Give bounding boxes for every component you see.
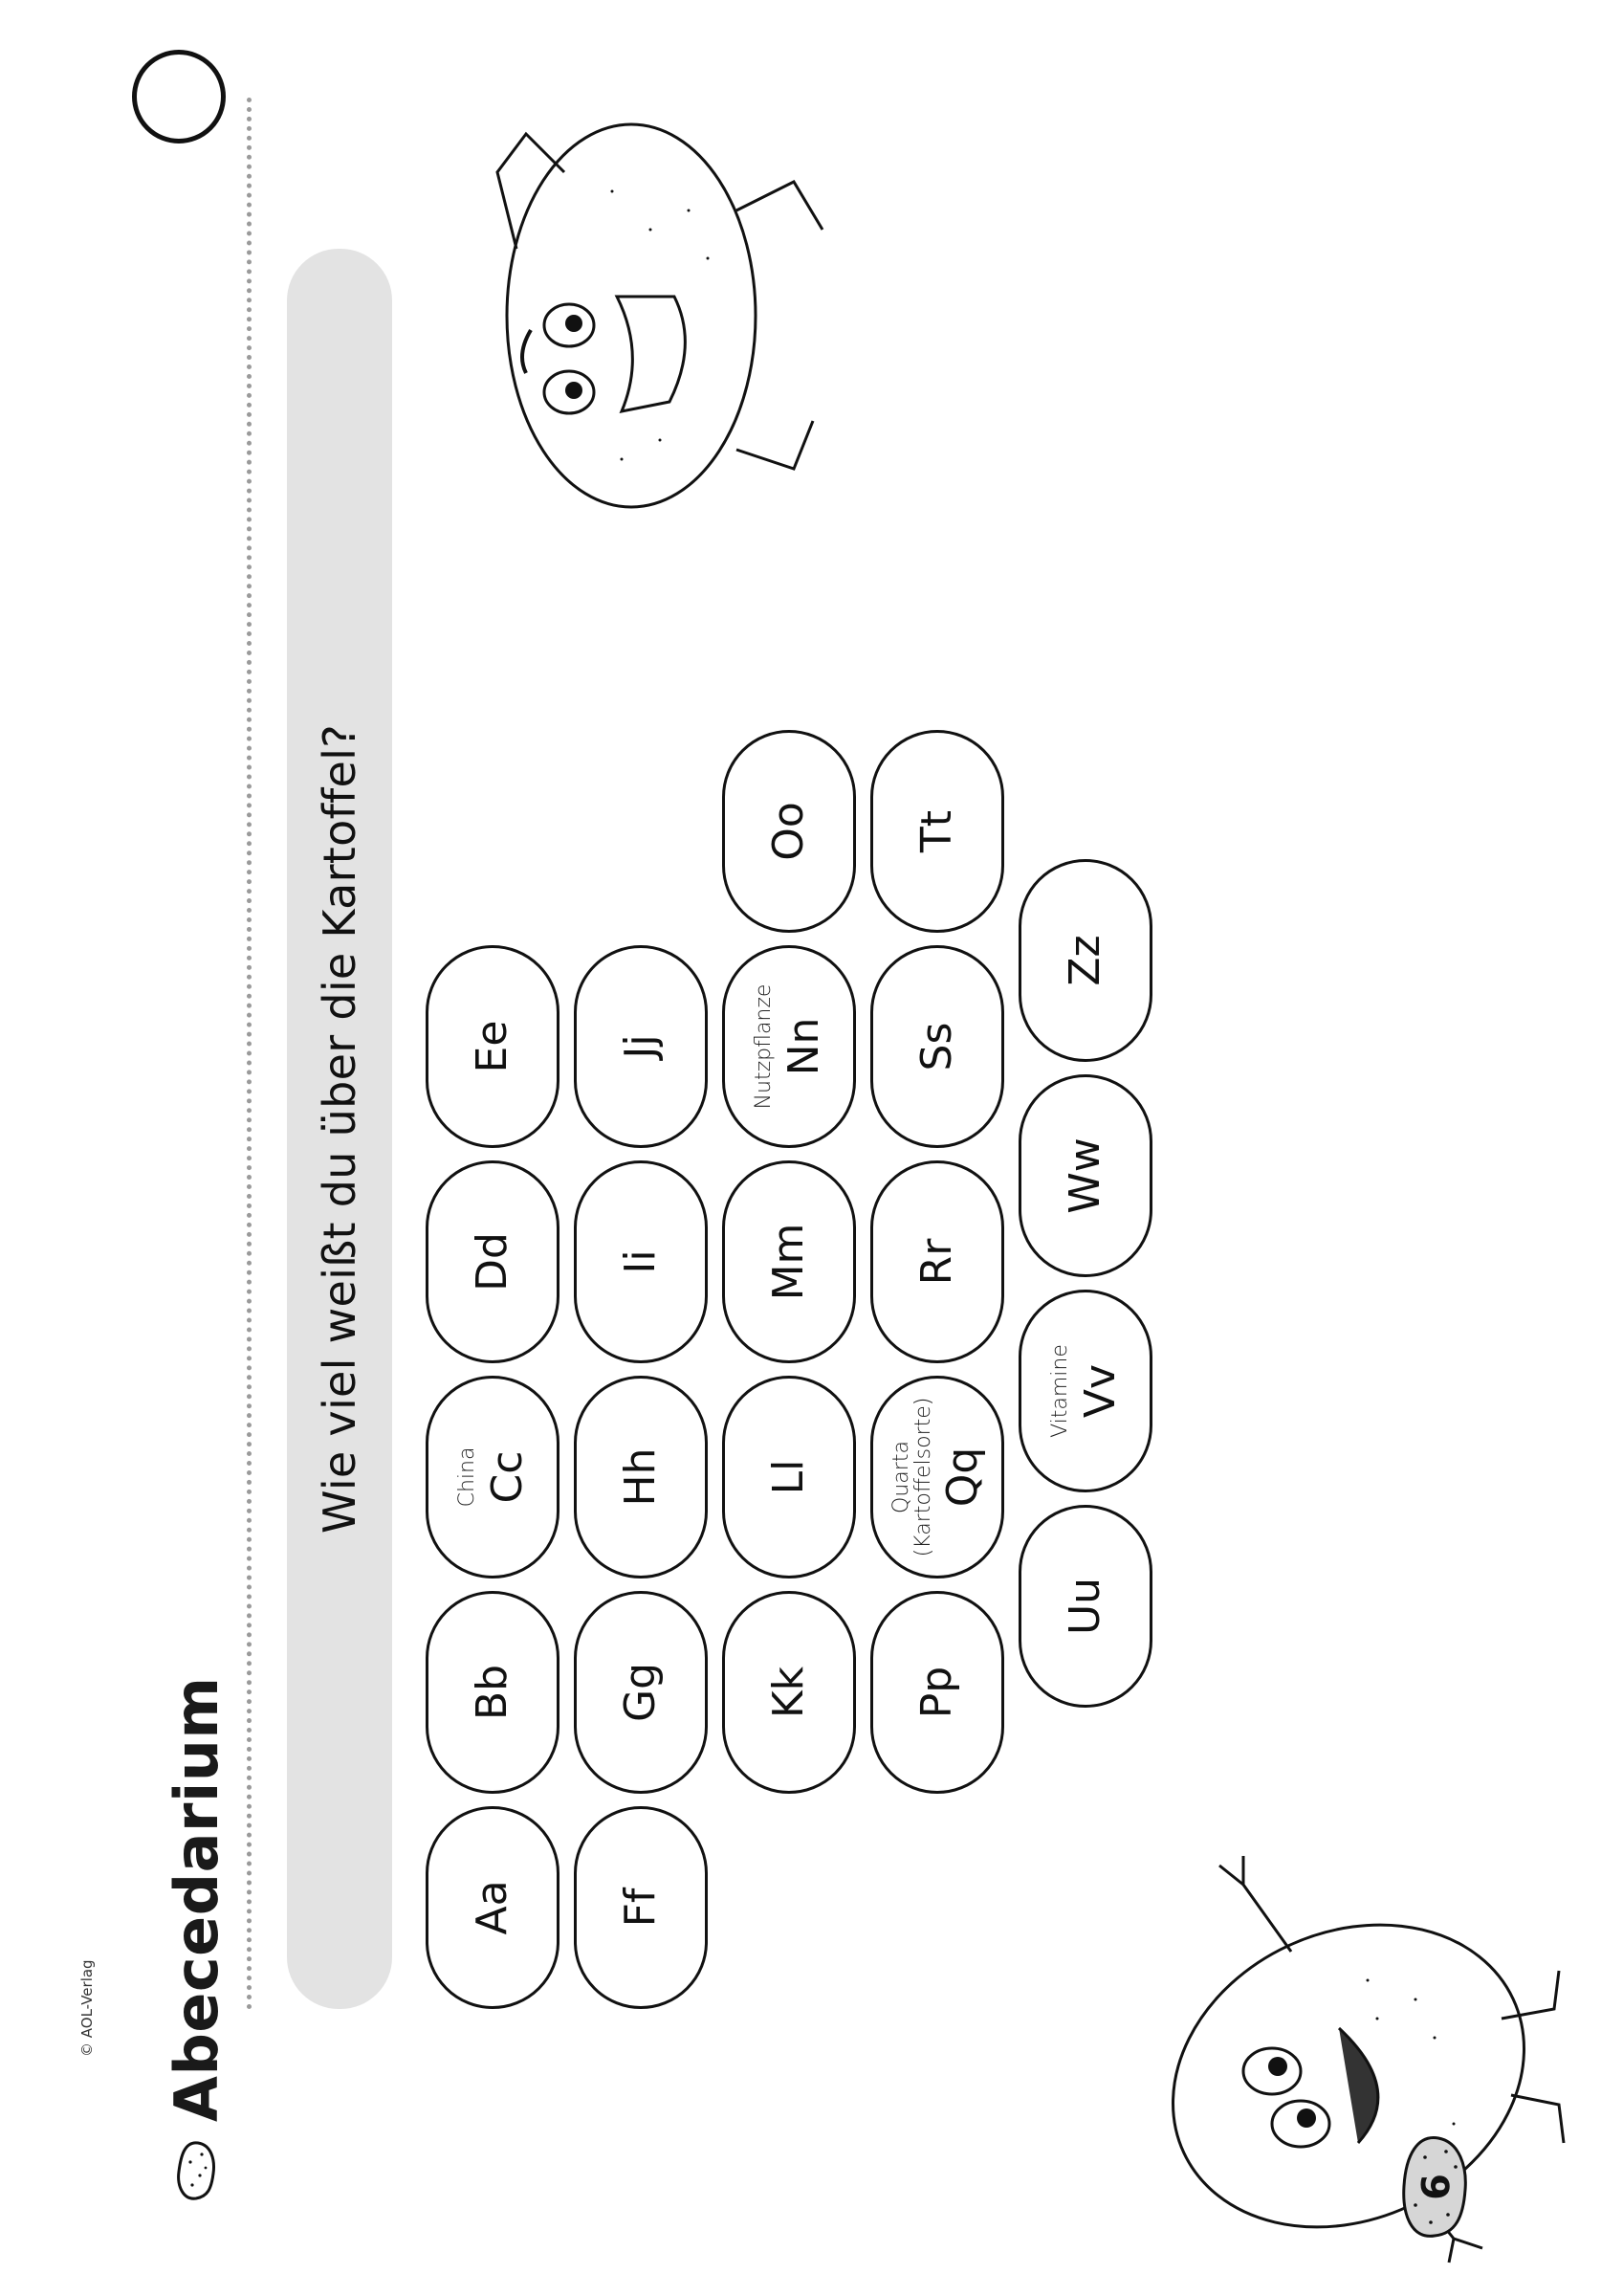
letter-tile-t: [870, 730, 1004, 933]
letter-tile-s: [870, 945, 1004, 1148]
tile-letter: Ll: [764, 1459, 813, 1495]
page-number: 9: [1412, 2174, 1456, 2200]
letter-tile-q: [870, 1376, 1004, 1578]
page-title: Abecedarium: [161, 1676, 231, 2122]
tile-letter: Kk: [764, 1666, 813, 1719]
letter-tile-a: [426, 1806, 559, 2009]
tile-letter: Nn: [779, 1017, 828, 1076]
completion-circle: [132, 50, 226, 144]
letter-tile-n: [722, 945, 856, 1148]
letter-tile-c: [426, 1376, 559, 1578]
letter-tile-d: [426, 1160, 559, 1363]
tile-letter: Bb: [468, 1664, 516, 1721]
tile-letter: Gg: [616, 1662, 665, 1723]
letter-tile-b: [426, 1591, 559, 1794]
tile-letter: Rr: [912, 1238, 961, 1286]
tile-note: Vitamine: [1048, 1344, 1073, 1438]
header-divider: [247, 96, 252, 2009]
question-banner: [287, 249, 392, 2009]
letter-tile-l: [722, 1376, 856, 1578]
tile-note: China: [455, 1446, 480, 1508]
potato-character-left: [1129, 1827, 1578, 2267]
tile-letter: Ww: [1061, 1137, 1109, 1214]
tile-letter: Ff: [616, 1888, 665, 1928]
tile-note: Nutzpflanze: [752, 983, 777, 1110]
tile-letter: Zz: [1061, 935, 1109, 986]
letter-tile-j: [574, 945, 708, 1148]
letter-tile-h: [574, 1376, 708, 1578]
tile-letter: Uu: [1061, 1577, 1109, 1636]
tile-letter: Vv: [1075, 1363, 1125, 1419]
tile-letter: Ii: [616, 1249, 665, 1274]
copyright-notice: © AOL-Verlag: [78, 1959, 96, 2057]
letter-tile-r: [870, 1160, 1004, 1363]
letter-tile-u: [1019, 1505, 1152, 1708]
tile-letter: Oo: [764, 802, 813, 861]
tile-letter: Cc: [482, 1450, 532, 1504]
letter-tile-z: [1019, 859, 1152, 1062]
tile-letter: Aa: [468, 1880, 516, 1935]
tile-letter: Mm: [764, 1223, 813, 1301]
letter-tile-f: [574, 1806, 708, 2009]
tile-letter: Pp: [912, 1666, 961, 1719]
letter-tile-i: [574, 1160, 708, 1363]
letter-tile-g: [574, 1591, 708, 1794]
letter-tile-m: [722, 1160, 856, 1363]
letter-tile-k: [722, 1591, 856, 1794]
tile-letter: Jj: [616, 1034, 665, 1059]
potato-character-right: [411, 86, 861, 536]
potato-icon: [173, 2137, 219, 2204]
letter-tile-e: [426, 945, 559, 1148]
tile-letter: Tt: [912, 809, 961, 853]
letter-tile-p: [870, 1591, 1004, 1794]
tile-letter: Ee: [468, 1020, 516, 1073]
tile-note: Quarta (Kartoffelsorte): [888, 1397, 935, 1557]
page-header: [153, 1676, 239, 2210]
tile-letter: Ss: [912, 1022, 961, 1071]
letter-tile-o: [722, 730, 856, 933]
letter-tile-v: [1019, 1290, 1152, 1492]
tile-letter: Dd: [468, 1232, 516, 1292]
question-text: Wie viel weißt du über die Kartoffel?: [314, 724, 365, 1534]
tile-letter: Qq: [938, 1446, 988, 1508]
tile-letter: Hh: [616, 1447, 665, 1507]
letter-tile-w: [1019, 1074, 1152, 1277]
